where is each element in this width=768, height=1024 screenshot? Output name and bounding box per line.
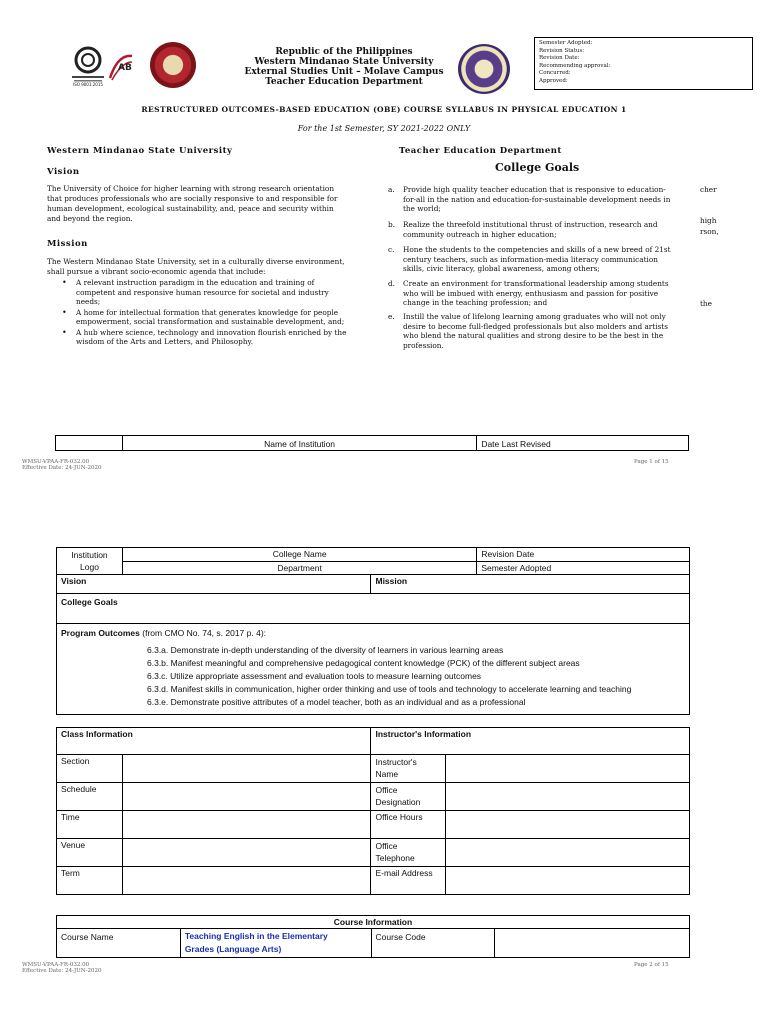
goal-letter: c. — [388, 245, 395, 254]
iso-label: ISO 9001:2015 — [73, 82, 103, 87]
program-outcome-item: 6.3.d. Manifest skills in communication, higher order thinking and use of tools and technology to accelerate learning and teaching — [147, 684, 632, 694]
overflow-fragment: cher — [700, 185, 717, 194]
revision-status-field: Revision Status: — [539, 47, 585, 54]
concurred-field: Concurred: — [539, 70, 571, 76]
term-label: Term — [57, 867, 123, 895]
mission-bullet-line: A home for intellectual formation that generates knowledge for people — [76, 308, 339, 317]
page2-footer-date: Effective Date: 24-JUN-2020 — [22, 968, 102, 974]
program-outcome-item: 6.3.b. Manifest meaningful and comprehensive pedagogical content knowledge (PCK) of the different subject areas — [147, 658, 580, 668]
office-designation-label: Office Designation — [371, 783, 446, 811]
office-telephone-value[interactable] — [446, 839, 690, 867]
program-outcome-item: 6.3.c. Utilize appropriate assessment and evaluation tools to measure learning outcomes — [147, 671, 482, 681]
class-instructor-table — [56, 727, 690, 895]
vision-line: human development, ecological sustainability, and, peace and security within — [47, 205, 334, 213]
mission-bullet-line: A hub where science, technology and innovation flourish enriched by the — [76, 328, 347, 337]
header-university: Western Mindanao State University — [254, 57, 434, 67]
goal-line: Create an environment for transformational leadership among students — [403, 279, 669, 288]
instructor-name-label: Instructor's Name — [371, 755, 446, 783]
mission-heading: Mission — [47, 239, 88, 249]
page2-header-table — [56, 547, 690, 575]
course-name-label: Course Name — [57, 929, 181, 958]
vision-line: that produces professionals who are socially responsive to and responsible for — [47, 195, 338, 203]
overflow-fragment: high — [700, 216, 717, 225]
goal-line: community outreach in higher education; — [403, 229, 557, 239]
section-value[interactable] — [122, 755, 371, 783]
vision-line: The University of Choice for higher learning with strong research orientation — [47, 185, 335, 193]
mission-line: The Western Mindanao State University, set in a culturally diverse environment, — [47, 258, 345, 266]
date-last-revised-cell: Date Last Revised — [477, 436, 689, 451]
header-republic: Republic of the Philippines — [275, 47, 413, 57]
institution-logo-cell: Institution Logo — [57, 548, 123, 575]
instructor-name-value[interactable] — [446, 755, 690, 783]
goal-letter: e. — [388, 312, 395, 321]
schedule-label: Schedule — [57, 783, 123, 811]
goal-line: desire to become full-fledged professionals but also molders and artists — [403, 321, 668, 331]
revision-date-cell: Revision Date — [477, 548, 690, 562]
bullet-icon: • — [62, 278, 67, 287]
venue-value[interactable] — [122, 839, 371, 867]
class-information-header: Class Information — [57, 728, 371, 755]
program-outcome-item: 6.3.e. Demonstrate positive attributes of a model teacher, both as an individual and as a professional — [147, 697, 526, 707]
goal-line: Realize the threefold institutional thrust of instruction, research and — [403, 220, 658, 229]
page2-footer-code: WMSU-VPAA-FR-032.00 — [22, 962, 90, 968]
office-hours-value[interactable] — [446, 811, 690, 839]
college-goals-heading: College Goals — [495, 161, 580, 174]
goal-line: for-all in the nation and education-for-sustainable development needs in — [403, 194, 671, 204]
vision-mission-table — [56, 574, 690, 624]
venue-label: Venue — [57, 839, 123, 867]
course-code-label: Course Code — [371, 929, 495, 958]
page1-footer-code: WMSU-VPAA-FR-032.00 — [22, 459, 90, 465]
instructors-information-header: Instructor's Information — [371, 728, 690, 755]
office-designation-value[interactable] — [446, 783, 690, 811]
overflow-fragment: the — [700, 299, 712, 308]
recommending-approval-field: Recommending approval: — [539, 62, 611, 69]
semester-adopted-field: Semester Adopted: — [539, 40, 593, 46]
goal-line: century teachers, such as information-media literacy communication — [403, 254, 658, 264]
schedule-value[interactable] — [122, 783, 371, 811]
page1-page-number: Page 1 of 15 — [634, 459, 669, 465]
semester-adopted-cell: Semester Adopted — [477, 562, 690, 575]
time-value[interactable] — [122, 811, 371, 839]
goal-letter: a. — [388, 185, 395, 194]
approval-info-box — [534, 37, 753, 90]
vision-line: and beyond the region. — [47, 215, 133, 223]
university-heading: Western Mindanao State University — [47, 146, 233, 156]
goal-line: Provide high quality teacher education that is responsive to education- — [403, 185, 666, 194]
goal-line: who blend the natural qualities and strong desire to be the best in the — [403, 331, 664, 340]
mission-bullet-line: A relevant instruction paradigm in the education and training of — [76, 279, 315, 287]
vision-cell: Vision — [57, 575, 371, 594]
goal-line: Instill the value of lifelong learning among graduates who will not only — [403, 312, 666, 321]
mission-bullet-line: needs; — [76, 298, 101, 306]
college-goals-cell: College Goals — [57, 594, 690, 624]
goal-letter: d. — [388, 279, 395, 288]
ab-label: AB — [118, 63, 132, 73]
section-label: Section — [57, 755, 123, 783]
document-title: RESTRUCTURED OUTCOMES-BASED EDUCATION (OBE) COURSE SYLLABUS IN PHYSICAL EDUCATION 1 — [141, 105, 627, 114]
mission-cell: Mission — [371, 575, 690, 594]
goal-line: who will be imbued with energy, enthusiasm and passion for positive — [403, 288, 659, 298]
revision-date-field: Revision Date: — [539, 55, 580, 61]
office-hours-label: Office Hours — [371, 811, 446, 839]
goal-line: change in the teaching profession; and — [403, 298, 548, 307]
goal-letter: b. — [388, 220, 395, 229]
term-value[interactable] — [122, 867, 371, 895]
program-outcome-item: 6.3.a. Demonstrate in-depth understanding of the diversity of learners in various learning areas — [147, 645, 504, 655]
course-name-value: Teaching English in the Elementary Grades (Language Arts) — [180, 929, 371, 958]
bullet-icon: • — [62, 327, 67, 337]
program-outcomes-label: Program Outcomes — [61, 628, 140, 638]
approved-field: Approved: — [539, 77, 568, 84]
page1-institution-table — [55, 435, 689, 451]
department-cell: Department — [122, 562, 476, 575]
program-outcomes-source: (from CMO No. 74, s. 2017 p. 4): — [139, 628, 267, 638]
program-outcomes-table — [56, 623, 690, 715]
page1-footer-date: Effective Date: 24-JUN-2020 — [22, 465, 102, 471]
time-label: Time — [57, 811, 123, 839]
course-information-header: Course Information — [57, 916, 690, 929]
mission-bullet-line: empowerment, social transformation and sustainable development, and; — [76, 318, 345, 326]
office-telephone-label: Office Telephone — [371, 839, 446, 867]
mission-line: shall pursue a vibrant socio-economic agenda that include: — [47, 268, 266, 276]
goal-line: the world; — [403, 204, 441, 213]
name-of-institution-cell: Name of Institution — [122, 436, 476, 451]
mission-bullet-line: wisdom of the Arts and Letters, and Philosophy. — [76, 338, 254, 346]
header-department: Teacher Education Department — [265, 77, 423, 87]
page2-page-number: Page 2 of 15 — [634, 962, 669, 968]
department-heading: Teacher Education Department — [399, 146, 562, 156]
program-outcomes-list — [61, 644, 685, 709]
program-outcomes-cell — [57, 624, 690, 715]
goal-line: Hone the students to the competencies and skills of a new breed of 21st — [403, 245, 671, 254]
email-address-label: E-mail Address — [371, 867, 446, 895]
email-address-value[interactable] — [446, 867, 690, 895]
goal-line: skills, civic literacy, global awareness, among others; — [403, 264, 600, 273]
course-code-value[interactable] — [495, 929, 690, 958]
header-campus: External Studies Unit – Molave Campus — [244, 67, 444, 77]
mission-bullet-line: competent and responsive human resource for societal and industry — [76, 288, 329, 297]
document-subtitle: For the 1st Semester, SY 2021-2022 ONLY — [297, 124, 471, 133]
college-name-cell: College Name — [122, 548, 476, 562]
bullet-icon: • — [62, 307, 67, 317]
overflow-fragment: rson, — [700, 227, 719, 236]
course-information-table — [56, 915, 690, 958]
vision-heading: Vision — [47, 167, 80, 177]
goal-line: profession. — [403, 340, 444, 350]
